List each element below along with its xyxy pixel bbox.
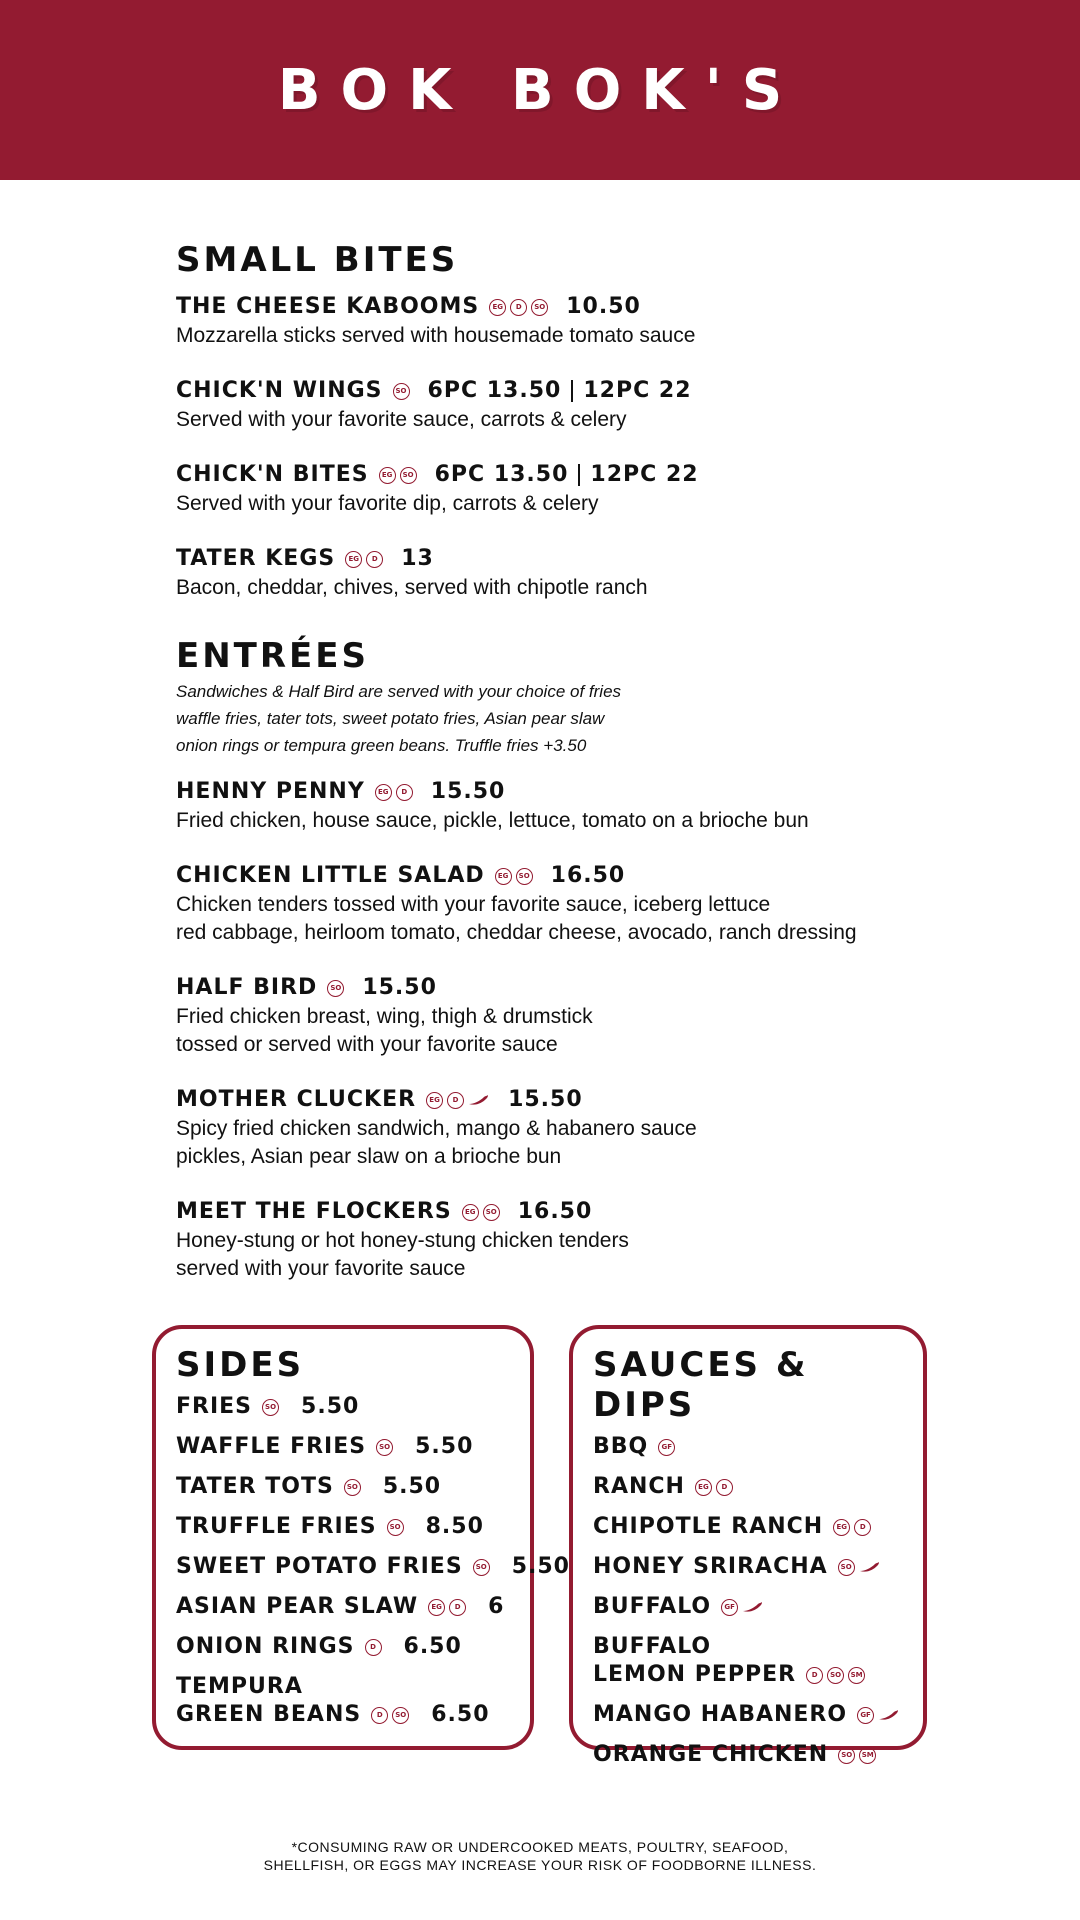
menu-item-price: 15.50 [430, 779, 506, 804]
allergen-badge-d: D [365, 1639, 382, 1656]
allergen-badges [345, 551, 383, 568]
menu-item-name: CHICK'N WINGS [176, 378, 383, 403]
menu-item-description: Served with your favorite sauce, carrots & celery [176, 408, 627, 431]
box-item-name-stack [176, 1673, 490, 1729]
menu-item-line [176, 1085, 976, 1115]
sides-box [152, 1325, 570, 1750]
box-item-name-line2 [176, 1701, 490, 1729]
menu-item-price-alt: 12PC 22 [590, 462, 699, 487]
allergen-badges [371, 1707, 409, 1724]
allergen-badge-so: SO [483, 1204, 500, 1221]
box-item-price: 5.50 [301, 1394, 360, 1419]
allergen-badges [838, 1747, 876, 1764]
allergen-badges [379, 467, 417, 484]
section-title-sides: SIDES [176, 1345, 305, 1385]
box-item-name-stack [593, 1633, 865, 1689]
menu-item-name: THE CHEESE KABOOMS [176, 294, 480, 319]
allergen-badge-so: SO [827, 1667, 844, 1684]
allergen-badge-so: SO [838, 1747, 855, 1764]
allergen-badge-eg: EG [489, 299, 506, 316]
box-item [176, 1553, 570, 1581]
allergen-badges [462, 1204, 500, 1221]
menu-item [176, 973, 976, 1059]
box-item-name: HONEY SRIRACHA [593, 1554, 828, 1579]
allergen-badge-d: D [396, 784, 413, 801]
allergen-badges [344, 1479, 361, 1496]
allergen-badge-so: SO [473, 1559, 490, 1576]
menu-item [176, 1085, 976, 1171]
menu-item-name: CHICKEN LITTLE SALAD [176, 863, 485, 888]
allergen-badge-d: D [806, 1667, 823, 1684]
allergen-badge-eg: EG [833, 1519, 850, 1536]
allergen-badges [393, 383, 410, 400]
box-item-price: 6 [488, 1594, 505, 1619]
price-separator [571, 380, 573, 402]
menu-main [176, 240, 976, 1309]
box-item [593, 1701, 903, 1729]
box-item [593, 1433, 903, 1461]
allergen-badges [495, 868, 533, 885]
disclaimer [0, 1838, 1080, 1874]
box-item [176, 1633, 510, 1661]
section-title-small-bites: SMALL BITES [176, 240, 459, 280]
menu-item-description: Honey-stung or hot honey-stung chicken tenders [176, 1229, 629, 1252]
menu-item-price: 16.50 [550, 863, 626, 888]
allergen-badge-d: D [716, 1479, 733, 1496]
box-item-price: 6.50 [403, 1634, 462, 1659]
box-item [593, 1553, 903, 1581]
menu-item-line [176, 973, 976, 1003]
section-title-sauces: SAUCES & DIPS [593, 1345, 809, 1425]
menu-item [176, 1197, 976, 1283]
box-item-name: MANGO HABANERO [593, 1702, 848, 1727]
allergen-badge-eg: EG [379, 467, 396, 484]
entrees-section [176, 636, 976, 1283]
allergen-badge-eg: EG [462, 1204, 479, 1221]
small-bites-section [176, 240, 976, 602]
allergen-badges [806, 1667, 865, 1684]
sides-list [176, 1393, 570, 1729]
menu-item-description: Mozzarella sticks served with housemade tomato sauce [176, 324, 696, 347]
menu-item-price: 6PC 13.50 [427, 378, 562, 403]
disclaimer-line: *CONSUMING RAW OR UNDERCOOKED MEATS, POULTRY, SEAFOOD, [291, 1839, 789, 1855]
menu-item [176, 292, 976, 350]
box-item [593, 1513, 903, 1541]
box-item-name-line2 [593, 1661, 865, 1689]
allergen-badges [376, 1439, 393, 1456]
allergen-badges [833, 1519, 871, 1536]
sauces-box [569, 1325, 927, 1767]
allergen-badges [658, 1439, 675, 1456]
menu-item-name: MEET THE FLOCKERS [176, 1199, 452, 1224]
menu-item [176, 376, 976, 434]
box-item-name: RANCH [593, 1474, 685, 1499]
menu-item-price-alt: 12PC 22 [583, 378, 692, 403]
allergen-badge-d: D [449, 1599, 466, 1616]
menu-item-description: Chicken tenders tossed with your favorite sauce, iceberg lettuce [176, 893, 771, 916]
entrees-note-line: onion rings or tempura green beans. Truffle fries +3.50 [176, 736, 587, 755]
allergen-badges [426, 1092, 490, 1109]
menu-item [176, 544, 976, 602]
box-item [593, 1593, 903, 1621]
allergen-badge-so: SO [838, 1559, 855, 1576]
menu-item-price: 10.50 [566, 294, 641, 319]
box-item-price: 6.50 [431, 1702, 490, 1727]
allergen-badge-eg: EG [345, 551, 362, 568]
box-item-price: 5.50 [511, 1554, 570, 1579]
menu-item-name: HALF BIRD [176, 975, 318, 1000]
box-item-name: ORANGE CHICKEN [593, 1742, 829, 1767]
menu-item-price: 16.50 [517, 1199, 593, 1224]
box-item-name: ONION RINGS [176, 1634, 355, 1659]
box-item [176, 1513, 510, 1541]
menu-item-description: Spicy fried chicken sandwich, mango & habanero sauce [176, 1117, 697, 1140]
menu-item-line [176, 777, 976, 807]
box-item [593, 1633, 903, 1689]
box-item-name: TATER TOTS [176, 1474, 334, 1499]
box-item-name-2: GREEN BEANS [176, 1702, 362, 1727]
menu-item-price: 13 [401, 546, 434, 571]
menu-item-description: Fried chicken, house sauce, pickle, lettuce, tomato on a brioche bun [176, 809, 809, 832]
chili-pepper-icon [878, 1709, 900, 1721]
menu-item [176, 777, 976, 835]
allergen-badge-gf: GF [658, 1439, 675, 1456]
allergen-badges [387, 1519, 404, 1536]
menu-item-description: red cabbage, heirloom tomato, cheddar cheese, avocado, ranch dressing [176, 921, 857, 944]
chili-pepper-icon [742, 1601, 764, 1613]
box-item [176, 1473, 510, 1501]
menu-item-name: HENNY PENNY [176, 779, 365, 804]
allergen-badge-d: D [366, 551, 383, 568]
menu-item-description: Served with your favorite dip, carrots & celery [176, 492, 599, 515]
allergen-badge-so: SO [262, 1399, 279, 1416]
box-item-price: 5.50 [415, 1434, 474, 1459]
brand-title: BOK BOK'S [277, 57, 803, 123]
box-item-name-2: LEMON PEPPER [593, 1662, 797, 1687]
allergen-badge-gf: GF [721, 1599, 738, 1616]
allergen-badge-d: D [447, 1092, 464, 1109]
box-item-price: 5.50 [382, 1474, 442, 1499]
allergen-badges [473, 1559, 490, 1576]
menu-item [176, 460, 976, 518]
menu-item-line [176, 544, 976, 574]
menu-item-line [176, 1197, 976, 1227]
box-item [176, 1673, 510, 1729]
box-item [176, 1593, 510, 1621]
menu-item-name: MOTHER CLUCKER [176, 1087, 417, 1112]
disclaimer-line: SHELLFISH, OR EGGS MAY INCREASE YOUR RISK OF FOODBORNE ILLNESS. [263, 1857, 817, 1873]
allergen-badge-so: SO [387, 1519, 404, 1536]
box-item-name: TEMPURA [176, 1674, 303, 1699]
menu-item-line [176, 376, 976, 406]
allergen-badge-eg: EG [495, 868, 512, 885]
menu-item-description: Bacon, cheddar, chives, served with chipotle ranch [176, 576, 648, 599]
box-item-name: FRIES [176, 1394, 253, 1419]
entrees-note-line: Sandwiches & Half Bird are served with your choice of fries [176, 682, 622, 701]
box-item [176, 1433, 510, 1461]
allergen-badge-so: SO [392, 1707, 409, 1724]
allergen-badges [327, 980, 344, 997]
allergen-badge-sm: SM [848, 1667, 865, 1684]
entrees-list [176, 777, 976, 1283]
menu-item-line [176, 292, 976, 322]
allergen-badge-eg: EG [426, 1092, 443, 1109]
allergen-badges [375, 784, 413, 801]
entrees-note-line: waffle fries, tater tots, sweet potato fries, Asian pear slaw [176, 709, 605, 728]
box-item-name: CHIPOTLE RANCH [593, 1514, 824, 1539]
menu-item-line [176, 460, 976, 490]
box-item-name: TRUFFLE FRIES [176, 1514, 377, 1539]
allergen-badges [428, 1599, 466, 1616]
chili-pepper-icon [468, 1094, 490, 1106]
menu-item-name: CHICK'N BITES [176, 462, 369, 487]
chili-pepper-icon [859, 1561, 881, 1573]
menu-item-line [176, 861, 976, 891]
menu-item [176, 861, 976, 947]
allergen-badge-so: SO [344, 1479, 361, 1496]
menu-item-description: served with your favorite sauce [176, 1257, 466, 1280]
allergen-badge-gf: GF [857, 1707, 874, 1724]
allergen-badge-so: SO [376, 1439, 393, 1456]
allergen-badge-so: SO [531, 299, 548, 316]
allergen-badge-eg: EG [695, 1479, 712, 1496]
allergen-badge-so: SO [400, 467, 417, 484]
header-banner [0, 0, 1080, 180]
allergen-badges [838, 1559, 881, 1576]
box-item-name: BBQ [593, 1434, 649, 1459]
allergen-badge-so: SO [327, 980, 344, 997]
box-item-name: ASIAN PEAR SLAW [176, 1594, 419, 1619]
menu-item-price: 15.50 [362, 975, 437, 1000]
menu-item-name: TATER KEGS [176, 546, 336, 571]
box-item-name: WAFFLE FRIES [176, 1434, 367, 1459]
box-item [593, 1473, 903, 1501]
allergen-badge-sm: SM [859, 1747, 876, 1764]
box-item [176, 1393, 510, 1421]
menu-item-price: 6PC 13.50 [434, 462, 569, 487]
box-item-name: BUFFALO [593, 1634, 712, 1659]
allergen-badge-d: D [510, 299, 527, 316]
menu-item-description: pickles, Asian pear slaw on a brioche bun [176, 1145, 562, 1168]
allergen-badge-d: D [854, 1519, 871, 1536]
box-item-name: SWEET POTATO FRIES [176, 1554, 463, 1579]
allergen-badges [857, 1707, 900, 1724]
allergen-badge-so: SO [516, 868, 533, 885]
sauces-list [593, 1433, 903, 1769]
menu-item-description: tossed or served with your favorite sauce [176, 1033, 558, 1056]
box-item [593, 1741, 903, 1769]
allergen-badges [721, 1599, 764, 1616]
allergen-badges [365, 1639, 382, 1656]
allergen-badge-d: D [371, 1707, 388, 1724]
allergen-badge-so: SO [393, 383, 410, 400]
allergen-badge-eg: EG [375, 784, 392, 801]
allergen-badges [489, 299, 548, 316]
box-item-name: BUFFALO [593, 1594, 712, 1619]
menu-item-price: 15.50 [508, 1087, 583, 1112]
small-bites-list [176, 292, 976, 602]
allergen-badge-eg: EG [428, 1599, 445, 1616]
section-title-entrees: ENTRÉES [176, 636, 369, 676]
box-item-price: 8.50 [425, 1514, 484, 1539]
allergen-badges [262, 1399, 279, 1416]
allergen-badges [695, 1479, 733, 1496]
menu-item-description: Fried chicken breast, wing, thigh & drumstick [176, 1005, 593, 1028]
price-separator [578, 464, 580, 486]
entrees-note [176, 678, 976, 759]
